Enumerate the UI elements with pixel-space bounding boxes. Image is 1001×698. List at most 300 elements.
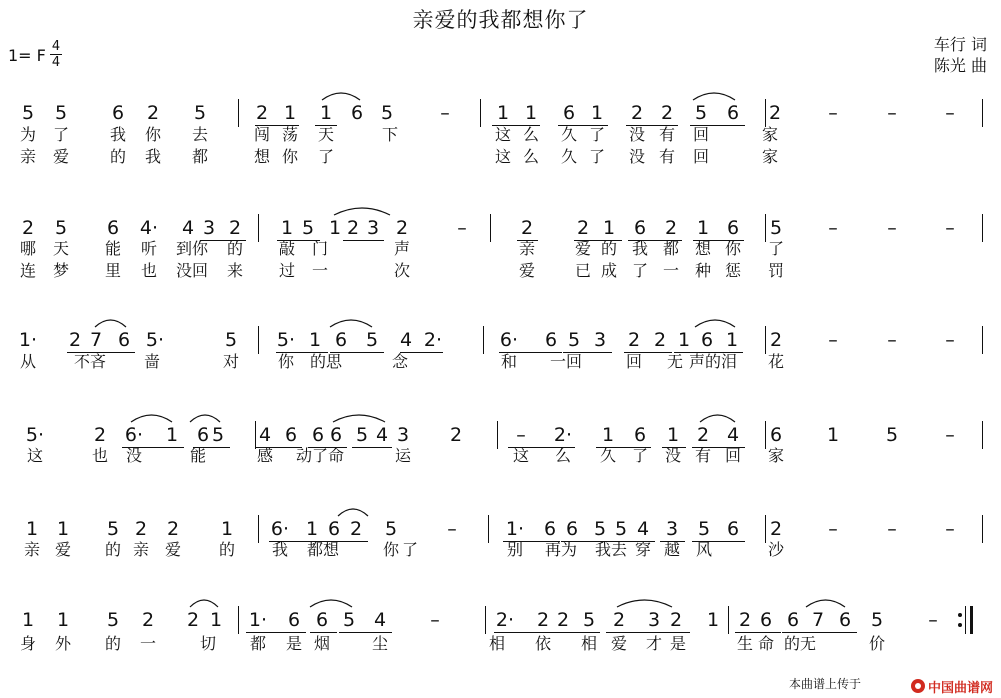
note: 5 — [54, 102, 68, 124]
lyric-line-1: 啬 — [143, 352, 161, 371]
lyric-line-1: 不吝 — [73, 352, 107, 371]
note: 5· — [25, 424, 45, 446]
note: 1· — [18, 329, 38, 351]
lyric-line-2: 爱 — [518, 261, 536, 280]
note: 4 — [375, 424, 389, 446]
dash-sustain: – — [447, 518, 457, 540]
note: 2 — [696, 424, 710, 446]
lyric-line-1: 对 — [222, 352, 240, 371]
note: 1 — [305, 518, 319, 540]
lyric-line-2: 家 — [761, 147, 779, 166]
note: 4 — [399, 329, 413, 351]
lyric-line-2: 我 — [144, 147, 162, 166]
lyric-line-1: 切 — [199, 634, 217, 653]
dash-sustain: – — [887, 518, 897, 540]
note: 5 — [21, 102, 35, 124]
lyric-line-2: 梦 — [52, 261, 70, 280]
dash-sustain: – — [828, 102, 838, 124]
slur — [338, 509, 368, 516]
slur — [131, 415, 172, 422]
lyric-line-2: 连 — [19, 261, 37, 280]
lyric-line-1: 这 — [494, 125, 512, 144]
lyric-line-2: 没 — [628, 147, 646, 166]
note: 4 — [636, 518, 650, 540]
note: 2 — [664, 217, 678, 239]
slur — [190, 600, 218, 607]
note: 1 — [308, 329, 322, 351]
note: 5 — [582, 609, 596, 631]
note: 5 — [567, 329, 581, 351]
note: 6· — [499, 329, 519, 351]
lyric-line-1: 价 — [868, 634, 886, 653]
note: 2 — [349, 518, 363, 540]
lyric-line-1: 尘 — [371, 634, 389, 653]
lyric-line-1: 门 — [311, 239, 329, 258]
note: 2 — [612, 609, 626, 631]
note: 6 — [562, 102, 576, 124]
note: 1 — [56, 518, 70, 540]
lyric-line-1: 这 — [26, 446, 44, 465]
note: 5 — [106, 609, 120, 631]
note: 6 — [334, 329, 348, 351]
note: 5 — [224, 329, 238, 351]
lyric-line-1: 烟 — [313, 634, 331, 653]
note: 1 — [524, 102, 538, 124]
lyric-line-1: 亲 — [132, 540, 150, 559]
lyric-line-1: 爱 — [610, 634, 628, 653]
note: 6 — [633, 424, 647, 446]
lyric-line-2: 过 — [278, 261, 296, 280]
lyric-line-2: 来 — [226, 261, 244, 280]
lyric-line-1: 沙 — [767, 540, 785, 559]
logo-icon — [911, 679, 925, 693]
note: 1 — [496, 102, 510, 124]
lyric-line-1: 的 — [226, 239, 244, 258]
note: 2 — [556, 609, 570, 631]
note: 6 — [769, 424, 783, 446]
note: 1· — [505, 518, 525, 540]
lyric-line-2: 已 — [574, 261, 592, 280]
slur — [695, 320, 735, 327]
note: 5 — [694, 102, 708, 124]
lyric-line-1: 我 — [109, 125, 127, 144]
dash-sustain: – — [887, 102, 897, 124]
lyric-line-2: 的 — [109, 147, 127, 166]
note: 5 — [365, 329, 379, 351]
note: 5 — [384, 518, 398, 540]
lyric-line-2: 这 — [494, 147, 512, 166]
dash-sustain: – — [945, 518, 955, 540]
lyric-line-1: 都 — [249, 634, 267, 653]
note: 6 — [759, 609, 773, 631]
note: 6 — [117, 329, 131, 351]
note: 2 — [520, 217, 534, 239]
lyric-line-1: 的无 — [783, 634, 817, 653]
time-signature-top: 4 — [51, 39, 61, 54]
slur — [190, 415, 220, 422]
note: 3 — [593, 329, 607, 351]
lyric-line-1: 天 — [52, 239, 70, 258]
lyric-line-1: 我去 — [594, 540, 628, 559]
note: 6 — [327, 518, 341, 540]
lyric-line-1: 都 — [662, 239, 680, 258]
lyric-line-2: 你 — [281, 147, 299, 166]
note: 2 — [536, 609, 550, 631]
dash-sustain: – — [945, 217, 955, 239]
lyric-line-1: 久 — [599, 446, 617, 465]
dash-sustain: – — [887, 329, 897, 351]
lyric-line-1: 有 — [694, 446, 712, 465]
lyric-line-1: 你 — [144, 125, 162, 144]
lyric-line-1: 和 — [500, 352, 518, 371]
slur — [700, 415, 735, 422]
lyric-line-1: 的 — [104, 634, 122, 653]
note: 5 — [885, 424, 899, 446]
note: 1 — [165, 424, 179, 446]
lyric-line-1: 我 — [631, 239, 649, 258]
lyric-line-2: 回 — [692, 147, 710, 166]
lyric-line-1: 能 — [189, 446, 207, 465]
lyric-line-2: 种 — [694, 261, 712, 280]
lyric-line-2: 一 — [311, 261, 329, 280]
slur — [334, 208, 390, 215]
lyric-line-2: 了 — [588, 147, 606, 166]
note: 5 — [301, 217, 315, 239]
note: 5 — [614, 518, 628, 540]
note: 6 — [106, 217, 120, 239]
lyric-line-1: 念 — [391, 352, 409, 371]
note: 2 — [228, 217, 242, 239]
note: 6· — [124, 424, 144, 446]
note: 2 — [449, 424, 463, 446]
note: 4· — [139, 217, 159, 239]
note: 2 — [630, 102, 644, 124]
note: 1 — [696, 217, 710, 239]
note: 2 — [738, 609, 752, 631]
upload-note: 本曲谱上传于 — [788, 677, 861, 691]
note: 6 — [726, 217, 740, 239]
note: 1 — [283, 102, 297, 124]
lyric-line-1: 为 — [19, 125, 37, 144]
note: 1 — [677, 329, 691, 351]
note: 2 — [346, 217, 360, 239]
lyric-line-1: 爱 — [54, 540, 72, 559]
dash-sustain: – — [828, 518, 838, 540]
lyric-line-1: 么 — [522, 125, 540, 144]
lyric-line-2: 久 — [560, 147, 578, 166]
lyric-line-1: 的思 — [309, 352, 343, 371]
slur — [310, 600, 352, 607]
note: 5 — [697, 518, 711, 540]
site-logo — [911, 677, 993, 695]
lyric-line-1: 运 — [394, 446, 412, 465]
lyric-line-1: 身 — [19, 634, 37, 653]
lyric-line-2: 惩 — [724, 261, 742, 280]
lyric-line-1: 家 — [767, 446, 785, 465]
note: 2 — [166, 518, 180, 540]
note: 6 — [329, 424, 343, 446]
lyric-line-1: 亲 — [23, 540, 41, 559]
lyric-line-1: 从 — [19, 352, 37, 371]
lyric-line-1: 你 — [724, 239, 742, 258]
time-signature-bottom: 4 — [51, 55, 61, 70]
lyric-line-2: 里 — [104, 261, 122, 280]
note: 2 — [768, 102, 782, 124]
lyric-line-1: 久 — [560, 125, 578, 144]
note: 1 — [209, 609, 223, 631]
lyric-line-1: 风 — [695, 540, 713, 559]
lyric-line-1: 天 — [317, 125, 335, 144]
slur — [95, 320, 126, 327]
lyric-line-1: 越 — [663, 540, 681, 559]
lyric-line-1: 回 — [692, 125, 710, 144]
lyric-line-1: 亲 — [518, 239, 536, 258]
lyric-line-1: 有 — [658, 125, 676, 144]
lyric-line-2: 没回 — [175, 261, 209, 280]
note: 7 — [89, 329, 103, 351]
note: 2 — [395, 217, 409, 239]
note: 2 — [21, 217, 35, 239]
song-title: 亲爱的我都想你了 — [412, 8, 589, 32]
note: 5· — [145, 329, 165, 351]
dash-sustain: – — [887, 217, 897, 239]
note: 2 — [660, 102, 674, 124]
dash-sustain: – — [457, 217, 467, 239]
lyric-line-1: 命 — [757, 634, 775, 653]
lyric-line-1: 爱 — [574, 239, 592, 258]
note: 6 — [350, 102, 364, 124]
lyric-line-1: 了 — [631, 446, 649, 465]
note: 3 — [396, 424, 410, 446]
note: 1 — [21, 609, 35, 631]
lyric-line-1: 的 — [218, 540, 236, 559]
lyric-line-1: 一 — [139, 634, 157, 653]
note: 4 — [726, 424, 740, 446]
note: 7 — [811, 609, 825, 631]
note: 2 — [134, 518, 148, 540]
note: 3 — [202, 217, 216, 239]
lyric-line-1: 再为 — [544, 540, 578, 559]
dash-sustain: – — [928, 609, 938, 631]
lyric-line-1: 回 — [724, 446, 742, 465]
slur — [693, 93, 735, 100]
lyric-line-2: 了 — [317, 147, 335, 166]
lyric-line-1: 没 — [664, 446, 682, 465]
lyric-line-1: 了 — [588, 125, 606, 144]
composer-credit: 陈光 曲 — [933, 56, 987, 75]
note: 6 — [700, 329, 714, 351]
note: 6 — [565, 518, 579, 540]
lyric-line-1: 都想 — [306, 540, 340, 559]
note: 6· — [270, 518, 290, 540]
note: 5 — [211, 424, 225, 446]
lyric-line-1: 无 — [666, 352, 684, 371]
note: 2 — [146, 102, 160, 124]
lyric-line-1: 敲 — [278, 239, 296, 258]
note: 5 — [54, 217, 68, 239]
note: 6 — [111, 102, 125, 124]
note: 1 — [826, 424, 840, 446]
lyricist-credit: 车行 词 — [933, 35, 987, 54]
lyric-line-1: 感 — [256, 446, 274, 465]
lyric-line-1: 的 — [104, 540, 122, 559]
note: 5 — [355, 424, 369, 446]
note: 6 — [287, 609, 301, 631]
note: 6 — [543, 518, 557, 540]
note: 1 — [25, 518, 39, 540]
slur — [333, 415, 385, 422]
logo-text: 中国曲谱网 — [927, 680, 993, 696]
lyric-line-1: 一回 — [549, 352, 583, 371]
lyric-line-1: 也 — [91, 446, 109, 465]
note: 2 — [576, 217, 590, 239]
note: 1 — [590, 102, 604, 124]
lyric-line-1: 家 — [761, 125, 779, 144]
note: 2 — [93, 424, 107, 446]
note: 5 — [870, 609, 884, 631]
lyric-line-1: 了 — [52, 125, 70, 144]
key-signature: 1= F — [8, 46, 46, 65]
lyric-line-1: 穿 — [634, 540, 652, 559]
note: 2 — [186, 609, 200, 631]
note: 6 — [284, 424, 298, 446]
note: 6 — [311, 424, 325, 446]
note: 6 — [633, 217, 647, 239]
lyric-line-1: 花 — [767, 352, 785, 371]
note: 6 — [726, 102, 740, 124]
lyric-line-1: 哪 — [19, 239, 37, 258]
note: 4 — [373, 609, 387, 631]
note: 5 — [380, 102, 394, 124]
lyric-line-1: 声 — [393, 239, 411, 258]
note: 1 — [601, 424, 615, 446]
note: 2 — [769, 329, 783, 351]
slur — [617, 600, 672, 607]
lyric-line-1: 别 — [506, 540, 524, 559]
dash-sustain: – — [440, 102, 450, 124]
lyric-line-1: 闯 — [253, 125, 271, 144]
note: 3 — [647, 609, 661, 631]
note: 5 — [342, 609, 356, 631]
lyric-line-1: 爱 — [164, 540, 182, 559]
dash-sustain: – — [430, 609, 440, 631]
note: 3 — [665, 518, 679, 540]
lyric-line-1: 听 — [140, 239, 158, 258]
lyric-line-1: 你 — [277, 352, 295, 371]
note: 6 — [838, 609, 852, 631]
lyric-line-1: 没 — [125, 446, 143, 465]
lyric-line-2: 爱 — [52, 147, 70, 166]
lyric-line-1: 才 — [645, 634, 663, 653]
dash-sustain: – — [828, 329, 838, 351]
note: 2 — [627, 329, 641, 351]
lyric-line-1: 能 — [104, 239, 122, 258]
lyric-line-1: 依 — [534, 634, 552, 653]
note: 1 — [602, 217, 616, 239]
lyric-line-1: 动了命 — [295, 446, 345, 465]
note: 2 — [769, 518, 783, 540]
lyric-line-1: 你 — [382, 540, 400, 559]
lyric-line-2: 都 — [191, 147, 209, 166]
note: 1· — [248, 609, 268, 631]
note: 2· — [495, 609, 515, 631]
note: 6 — [786, 609, 800, 631]
lyric-line-1: 了 — [767, 239, 785, 258]
note: 2 — [255, 102, 269, 124]
dash-sustain: – — [945, 424, 955, 446]
lyric-line-2: 么 — [522, 147, 540, 166]
note: 5 — [593, 518, 607, 540]
dash-sustain: – — [945, 329, 955, 351]
note: 5· — [276, 329, 296, 351]
lyric-line-1: 下 — [381, 125, 399, 144]
note: 2 — [653, 329, 667, 351]
lyric-line-1: 的 — [600, 239, 618, 258]
note: 1 — [666, 424, 680, 446]
note: 6 — [315, 609, 329, 631]
lyric-line-1: 到你 — [175, 239, 209, 258]
note: 1 — [220, 518, 234, 540]
lyric-line-2: 罚 — [767, 261, 785, 280]
lyric-line-1: 去 — [191, 125, 209, 144]
lyric-line-2: 成 — [600, 261, 618, 280]
note: 2 — [669, 609, 683, 631]
note: 6 — [726, 518, 740, 540]
lyric-line-1: 相 — [580, 634, 598, 653]
lyric-line-2: 亲 — [19, 147, 37, 166]
lyric-line-1: 是 — [669, 634, 687, 653]
note: 2· — [423, 329, 443, 351]
lyric-line-1: 想 — [694, 239, 712, 258]
lyric-line-2: 次 — [393, 261, 411, 280]
lyric-line-1: 是 — [285, 634, 303, 653]
note: 5 — [106, 518, 120, 540]
dash-sustain: – — [828, 217, 838, 239]
slur — [330, 320, 372, 327]
note: 1 — [56, 609, 70, 631]
note: 1 — [725, 329, 739, 351]
lyric-line-2: 有 — [658, 147, 676, 166]
lyric-line-2: 也 — [140, 261, 158, 280]
note: 3 — [366, 217, 380, 239]
note: 2 — [68, 329, 82, 351]
lyric-line-1: 我 — [271, 540, 289, 559]
lyric-line-1: 回 — [625, 352, 643, 371]
lyric-line-1: 相 — [488, 634, 506, 653]
lyric-line-1: 荡 — [281, 125, 299, 144]
slur — [806, 600, 845, 607]
note: 5 — [769, 217, 783, 239]
lyric-line-1: 了 — [401, 540, 419, 559]
slur — [322, 93, 360, 100]
note: 6 — [544, 329, 558, 351]
lyric-line-1: 么 — [554, 446, 572, 465]
lyric-line-1: 生 — [736, 634, 754, 653]
lyric-line-1: 外 — [54, 634, 72, 653]
note: 5 — [193, 102, 207, 124]
dash-sustain: – — [516, 424, 526, 446]
note: 1 — [319, 102, 333, 124]
note: 1 — [706, 609, 720, 631]
lyric-line-1: 没 — [628, 125, 646, 144]
note: 4 — [258, 424, 272, 446]
lyric-line-2: 想 — [253, 147, 271, 166]
note: 2 — [141, 609, 155, 631]
lyric-line-2: 一 — [662, 261, 680, 280]
dash-sustain: – — [945, 102, 955, 124]
note: 4 — [181, 217, 195, 239]
note: 2· — [553, 424, 573, 446]
